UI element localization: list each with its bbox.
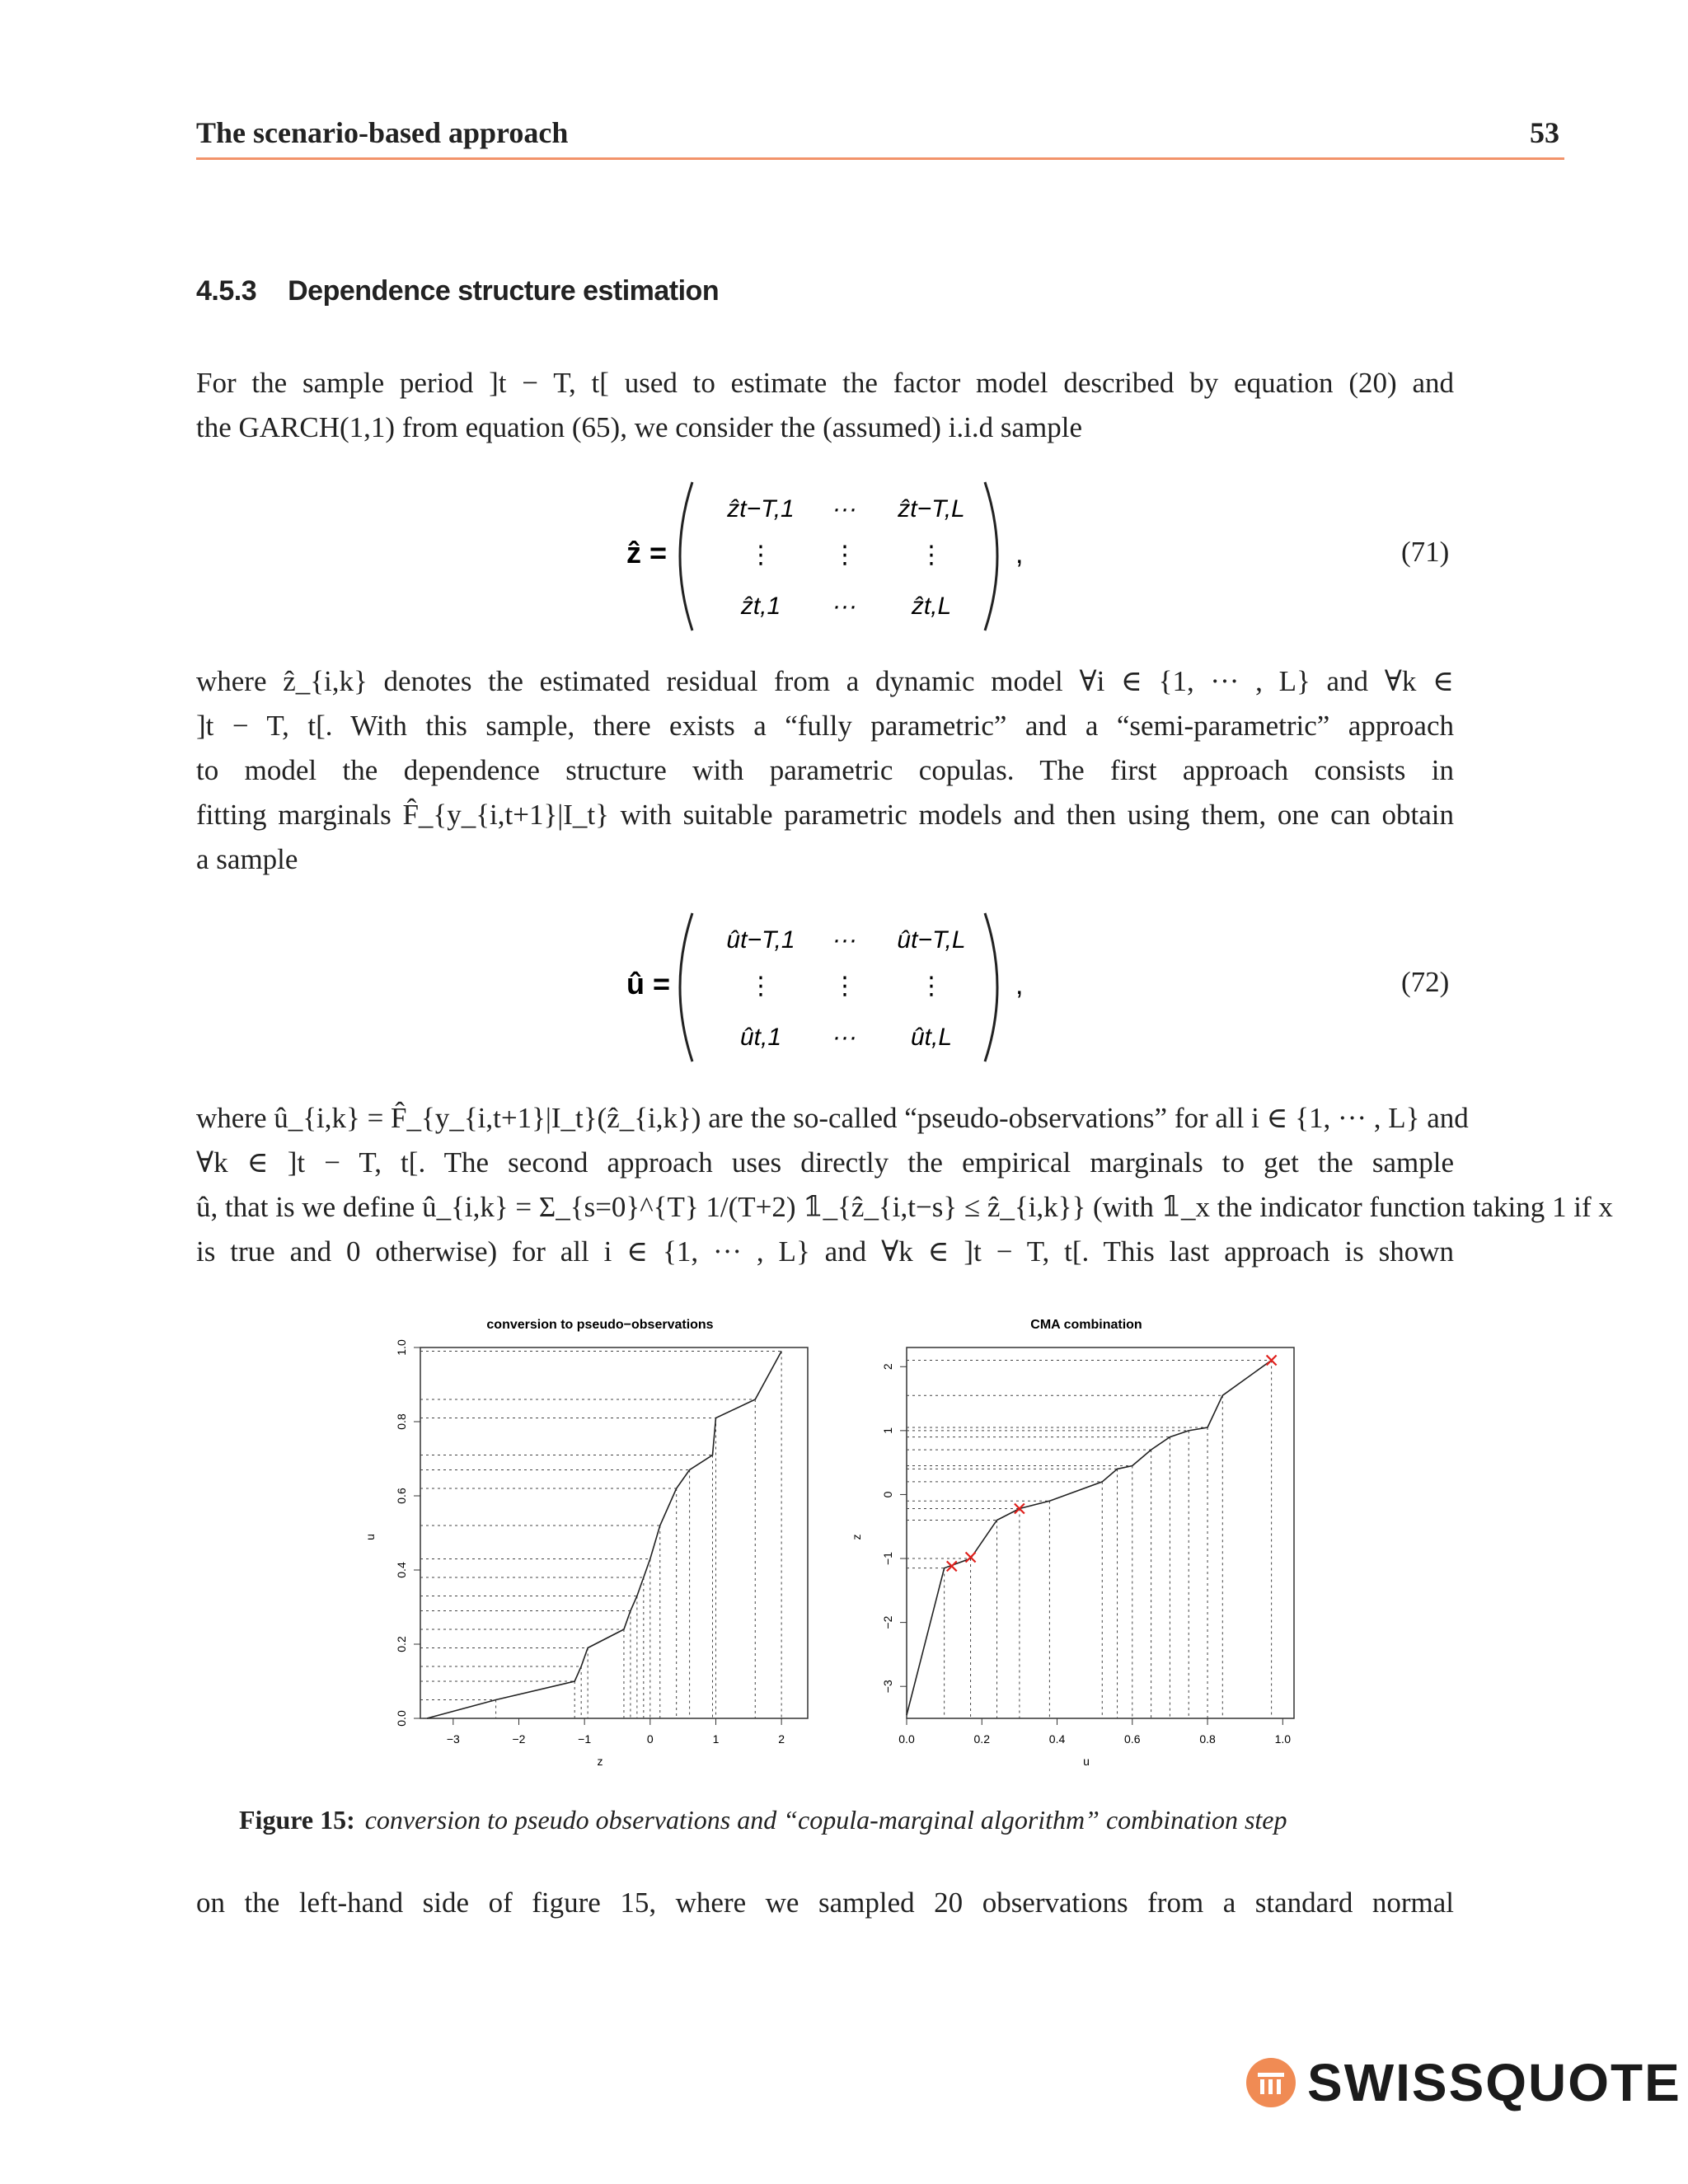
matrix-cell: ⋮ [919,541,944,569]
figure-label: Figure 15: [239,1805,355,1835]
y-tick-label: −1 [881,1552,894,1566]
right-paren [985,913,997,1062]
chart-pseudo-observations [346,1302,824,1780]
y-tick-label: 0.8 [395,1413,408,1430]
paragraph-line: is true and 0 otherwise) for all i ∈ {1, ··· , L} and ∀k ∈ ]t − T, t[. This last approach is shown [196,1235,1454,1268]
x-axis-label: u [1083,1755,1090,1768]
matrix-cell: ût−T,1 [726,926,795,954]
y-axis-label: u [363,1534,377,1540]
eq71-lhs: ẑ = [626,536,668,569]
y-tick-label: 1 [881,1427,894,1434]
matrix-cell: ût−T,L [897,926,966,954]
matrix-cell: ⋮ [748,541,773,569]
y-tick-label: −3 [881,1680,894,1694]
running-header-title: The scenario-based approach [196,116,569,149]
left-paren [680,913,692,1062]
matrix-cell: ⋮ [832,972,857,1000]
matrix-cell: ût,L [910,1024,953,1051]
figure-caption [239,1805,1287,1835]
eq71-comma: , [1015,538,1024,569]
y-tick-label: 0.4 [395,1562,408,1578]
y-tick-label: 0.0 [395,1710,408,1727]
section-title: Dependence structure estimation [288,275,720,307]
series-line [427,1352,781,1719]
highlighted-point [1015,1504,1025,1514]
equation-71-matrix [610,474,1039,639]
eq72-lhs: û = [626,967,671,1001]
section-heading [196,275,719,307]
x-tick-label: 0 [646,1732,654,1746]
paragraph-4 [196,1881,1454,1925]
matrix-cell: ⋮ [748,972,773,1000]
paragraph-line: û, that is we define û_{i,k} = Σ_{s=0}^{T} 1/(T+2) 𝟙_{ẑ_{i,t−s} ≤ ẑ_{i,k}} (with 𝟙_x the indicator function taking 1 if x [196,1191,1613,1223]
x-axis-label: z [597,1755,603,1768]
y-tick-label: 0.6 [395,1488,408,1504]
matrix-cell: ẑt−T,1 [727,495,795,523]
section-number: 4.5.3 [196,275,257,307]
matrix-cell: ··· [832,1024,857,1051]
figure-caption-text: conversion to pseudo observations and “copula-marginal algorithm” combination step [364,1805,1287,1835]
paragraph-line: fitting marginals F̂_{y_{i,t+1}|I_t} with suitable parametric models and then using them, one can obtain [196,799,1454,831]
y-tick-label: 0.2 [395,1636,408,1652]
matrix-cell: ẑt−T,L [898,495,965,523]
plot-frame [907,1347,1294,1718]
chart-title: CMA combination [1030,1318,1142,1332]
x-tick-label: 0.4 [1048,1732,1066,1746]
y-tick-label: −2 [881,1615,894,1629]
paragraph-line: ]t − T, t[. With this sample, there exists a “fully parametric” and a “semi-parametric” approach [196,710,1454,742]
equation-number-72: (72) [1401,966,1450,998]
paragraph-line: ∀k ∈ ]t − T, t[. The second approach uses directly the empirical marginals to get the sample [196,1146,1454,1179]
paragraph-3 [196,1096,1613,1274]
matrix-cell: ⋮ [919,972,944,1000]
x-tick-label: 1 [712,1732,720,1746]
y-tick-label: 0 [881,1491,894,1498]
left-paren [680,482,692,630]
matrix-cell: ût,1 [739,1024,782,1051]
page-number: 53 [1530,116,1559,149]
series-line [907,1361,1272,1716]
paragraph-line: a sample [196,843,298,875]
matrix-cell: ··· [832,593,857,620]
x-tick-label: 0.8 [1199,1732,1216,1746]
paragraph-1 [196,361,1454,450]
y-axis-label: z [850,1534,863,1540]
matrix-cell: ··· [832,495,857,523]
chart-cma-combination [832,1302,1311,1780]
paragraph-line: to model the dependence structure with parametric copulas. The first approach consists in [196,754,1454,786]
matrix-cell: ⋮ [832,541,857,569]
swissquote-logo-icon [1245,2056,1297,2109]
swissquote-logo [1245,2052,1681,2113]
matrix-cell: ẑt,1 [740,593,781,620]
paragraph-line: on the left-hand side of figure 15, where we sampled 20 observations from a standard normal [196,1886,1454,1919]
eq72-comma: , [1015,969,1024,1001]
paragraph-line: where û_{i,k} = F̂_{y_{i,t+1}|I_t}(ẑ_{i,k}) are the so-called “pseudo-observations” for all i ∈ {1, ··· , L} and [196,1102,1469,1134]
paragraph-line: For the sample period ]t − T, t[ used to estimate the factor model described by equation (20) and [196,367,1454,399]
y-tick-label: 2 [881,1363,894,1371]
plot-frame [420,1347,808,1718]
x-tick-label: −2 [512,1732,526,1746]
right-paren [985,482,997,630]
equation-72-matrix [610,905,1039,1070]
x-tick-label: 0.2 [973,1732,990,1746]
paragraph-2 [196,659,1454,882]
paragraph-line: where ẑ_{i,k} denotes the estimated residual from a dynamic model ∀i ∈ {1, ··· , L} and ∀k ∈ [196,665,1454,697]
chart-title: conversion to pseudo−observations [486,1318,714,1332]
x-tick-label: −3 [446,1732,460,1746]
equation-number-71: (71) [1401,536,1450,568]
header-rule [196,157,1564,160]
paragraph-line: the GARCH(1,1) from equation (65), we consider the (assumed) i.i.d sample [196,411,1083,443]
matrix-cell: ẑt,L [911,593,952,620]
x-tick-label: 0.0 [898,1732,915,1746]
y-tick-label: 1.0 [395,1339,408,1356]
matrix-cell: ··· [832,926,857,954]
x-tick-label: 1.0 [1274,1732,1292,1746]
highlighted-point [1267,1356,1277,1366]
x-tick-label: −1 [578,1732,592,1746]
x-tick-label: 0.6 [1124,1732,1141,1746]
x-tick-label: 2 [778,1732,785,1746]
swissquote-logo-text: SWISSQUOTE [1307,2053,1681,2112]
